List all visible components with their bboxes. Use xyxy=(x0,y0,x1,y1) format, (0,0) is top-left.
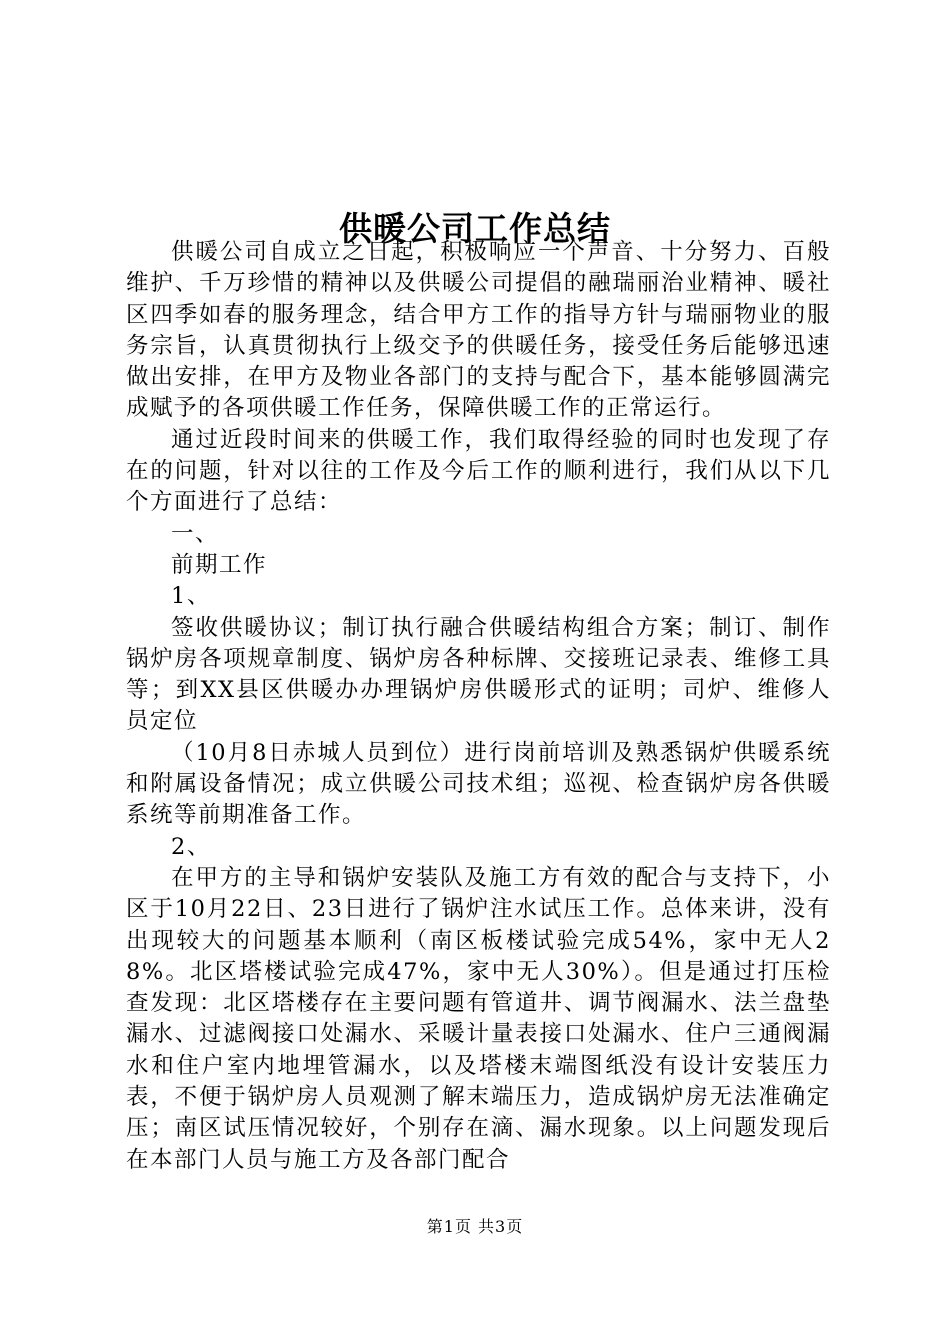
document-title: 供暖公司工作总结 xyxy=(339,209,611,249)
item-number-1: 1、 xyxy=(171,583,211,610)
item-number-2: 2、 xyxy=(171,833,211,860)
paragraph-intro: 供暖公司自成立之日起，积极响应一个声音、十分努力、百般维护、千万珍惜的精神以及供暖公司提倡的融瑞丽治业精神、暖社区四季如春的服务理念，结合甲方工作的指导方针与瑞丽物业的服务宗旨，认真贯彻执行上级交予的供暖任务，接受任务后能够迅速做出安排，在甲方及物业各部门的支持与配合下，基本能够圆满完成赋予的各项供暖工作任务，保障供暖工作的正常运行。 xyxy=(126,239,831,422)
document-body xyxy=(126,237,831,1176)
section-heading: 前期工作 xyxy=(171,551,268,578)
page-footer: 第1页 共3页 xyxy=(426,1217,524,1236)
paragraph-item-2: 在甲方的主导和锅炉安装队及施工方有效的配合与支持下，小区于10月22日、23日进行了锅炉注水试压工作。总体来讲，没有出现较大的问题基本顺利（南区板楼试验完成54%，家中无人28%。北区塔楼试验完成47%，家中无人30%）。但是通过打压检查发现：北区塔楼存在主要问题有管道井、调节阀漏水、法兰盘垫漏水、过滤阀接口处漏水、采暖计量表接口处漏水、住户三通阀漏水和住户室内地埋管漏水，以及塔楼末端图纸没有设计安装压力表，不便于锅炉房人员观测了解末端压力，造成锅炉房无法准确定压；南区试压情况较好，个别存在滴、漏水现象。以上问题发现后在本部门人员与施工方及各部门配合 xyxy=(126,864,831,1173)
paragraph-summary-intro: 通过近段时间来的供暖工作，我们取得经验的同时也发现了存在的问题，针对以往的工作及今后工作的顺利进行，我们从以下几个方面进行了总结： xyxy=(126,426,831,516)
paragraph-item-1: 签收供暖协议；制订执行融合供暖结构组合方案；制订、制作锅炉房各项规章制度、锅炉房各种标牌、交接班记录表、维修工具等；到XX县区供暖办办理锅炉房供暖形式的证明；司炉、维修人员定位 xyxy=(126,614,831,735)
paragraph-item-1-continued: （10月8日赤城人员到位）进行岗前培训及熟悉锅炉供暖系统和附属设备情况；成立供暖公司技术组；巡视、检查锅炉房各供暖系统等前期准备工作。 xyxy=(126,739,831,829)
section-number: 一、 xyxy=(171,520,220,547)
